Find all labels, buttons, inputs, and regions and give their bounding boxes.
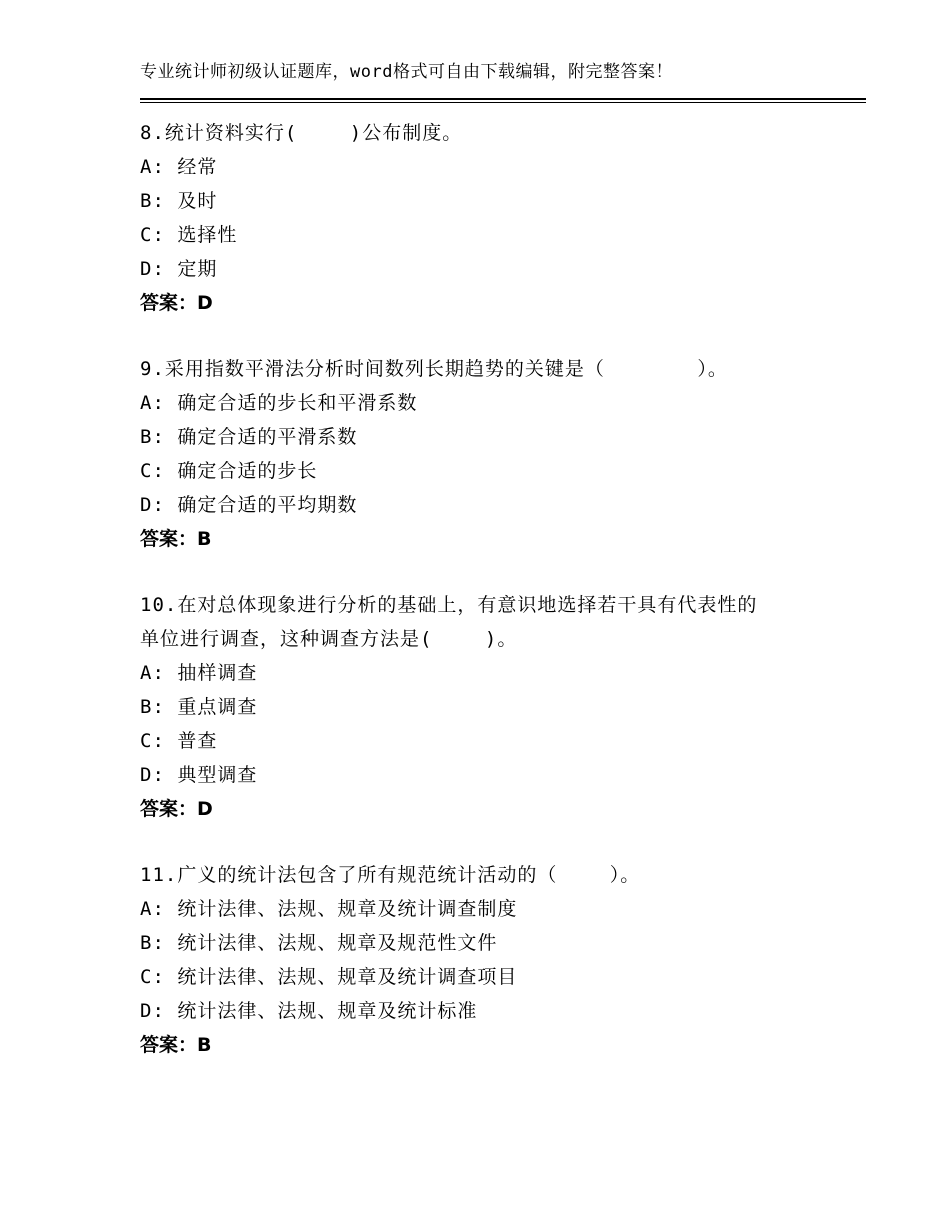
option-b: B: 及时 [140,190,218,212]
page-header: 专业统计师初级认证题库，word格式可自由下载编辑，附完整答案！ [140,62,673,82]
question-stem-line-1: 10.在对总体现象进行分析的基础上，有意识地选择若干具有代表性的 [140,594,758,616]
option-d: D: 定期 [140,258,218,280]
option-c: C: 统计法律、法规、规章及统计调查项目 [140,966,518,988]
option-c: C: 确定合适的步长 [140,460,318,482]
answer: 答案：B [140,1034,212,1056]
question-8 [140,116,840,320]
question-list [140,116,840,1094]
option-a: A: 抽样调查 [140,662,258,684]
question-stem-line-2: 单位进行调查，这种调查方法是( )。 [140,628,518,650]
question-stem: 9.采用指数平滑法分析时间数列长期趋势的关键是（ ）。 [140,358,728,380]
option-d: D: 确定合适的平均期数 [140,494,358,516]
option-d: D: 统计法律、法规、规章及统计标准 [140,1000,478,1022]
question-stem: 11.广义的统计法包含了所有规范统计活动的（ ）。 [140,864,641,886]
option-b: B: 确定合适的平滑系数 [140,426,358,448]
option-c: C: 选择性 [140,224,238,246]
question-9 [140,352,840,556]
header-rule-thick [140,98,866,100]
answer: 答案：D [140,292,213,314]
header-rule-thin [140,102,866,103]
answer: 答案：B [140,528,212,550]
option-a: A: 经常 [140,156,218,178]
option-b: B: 重点调查 [140,696,258,718]
option-b: B: 统计法律、法规、规章及规范性文件 [140,932,498,954]
answer: 答案：D [140,798,213,820]
question-10 [140,588,840,826]
option-c: C: 普查 [140,730,218,752]
question-stem: 8.统计资料实行( )公布制度。 [140,122,463,144]
option-a: A: 统计法律、法规、规章及统计调查制度 [140,898,518,920]
question-11 [140,858,840,1062]
option-d: D: 典型调查 [140,764,258,786]
option-a: A: 确定合适的步长和平滑系数 [140,392,418,414]
